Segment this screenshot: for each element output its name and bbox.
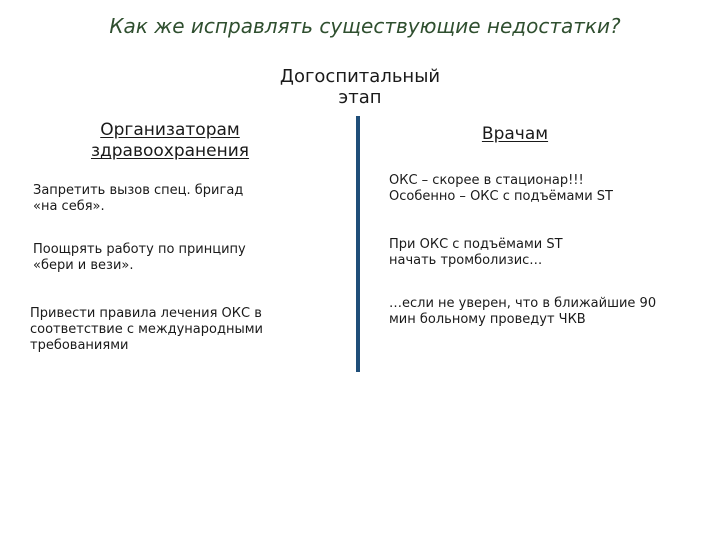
right-item <box>389 173 709 205</box>
right-item-line: …если не уверен, что в ближайшие 90 <box>389 296 657 311</box>
left-item-line: Поощрять работу по принципу <box>33 242 246 257</box>
right-item-line: Особенно – ОКС с подъёмами ST <box>389 189 613 204</box>
left-item-line: требованиями <box>30 338 129 353</box>
left-heading-line: здравоохранения <box>90 141 250 161</box>
right-item-line: ОКС – скорее в стационар!!! <box>389 173 584 188</box>
right-item <box>389 296 709 328</box>
left-item <box>30 306 330 354</box>
stage-subtitle <box>240 66 480 108</box>
column-divider <box>356 116 360 372</box>
slide-title: Как же исправлять существующие недостатки? <box>109 14 621 38</box>
right-item-line: мин больному проведут ЧКВ <box>389 312 586 327</box>
stage-subtitle-line: Догоспитальный <box>279 66 441 87</box>
right-item-line: начать тромболизис… <box>389 253 543 268</box>
right-item <box>389 237 709 269</box>
left-heading-line: Организаторам <box>100 120 240 140</box>
left-item-line: «бери и вези». <box>33 258 134 273</box>
stage-subtitle-line: этап <box>338 87 382 108</box>
right-column-heading: Врачам <box>481 124 549 144</box>
left-item-line: соответствие с международными <box>30 322 263 337</box>
left-item-line: Запретить вызов спец. бригад <box>33 183 244 198</box>
left-item <box>33 183 333 215</box>
right-item-line: При ОКС с подъёмами ST <box>389 237 563 252</box>
left-item-line: «на себя». <box>33 199 105 214</box>
left-column-heading <box>45 120 295 162</box>
left-item <box>33 242 333 274</box>
left-item-line: Привести правила лечения ОКС в <box>30 306 262 321</box>
